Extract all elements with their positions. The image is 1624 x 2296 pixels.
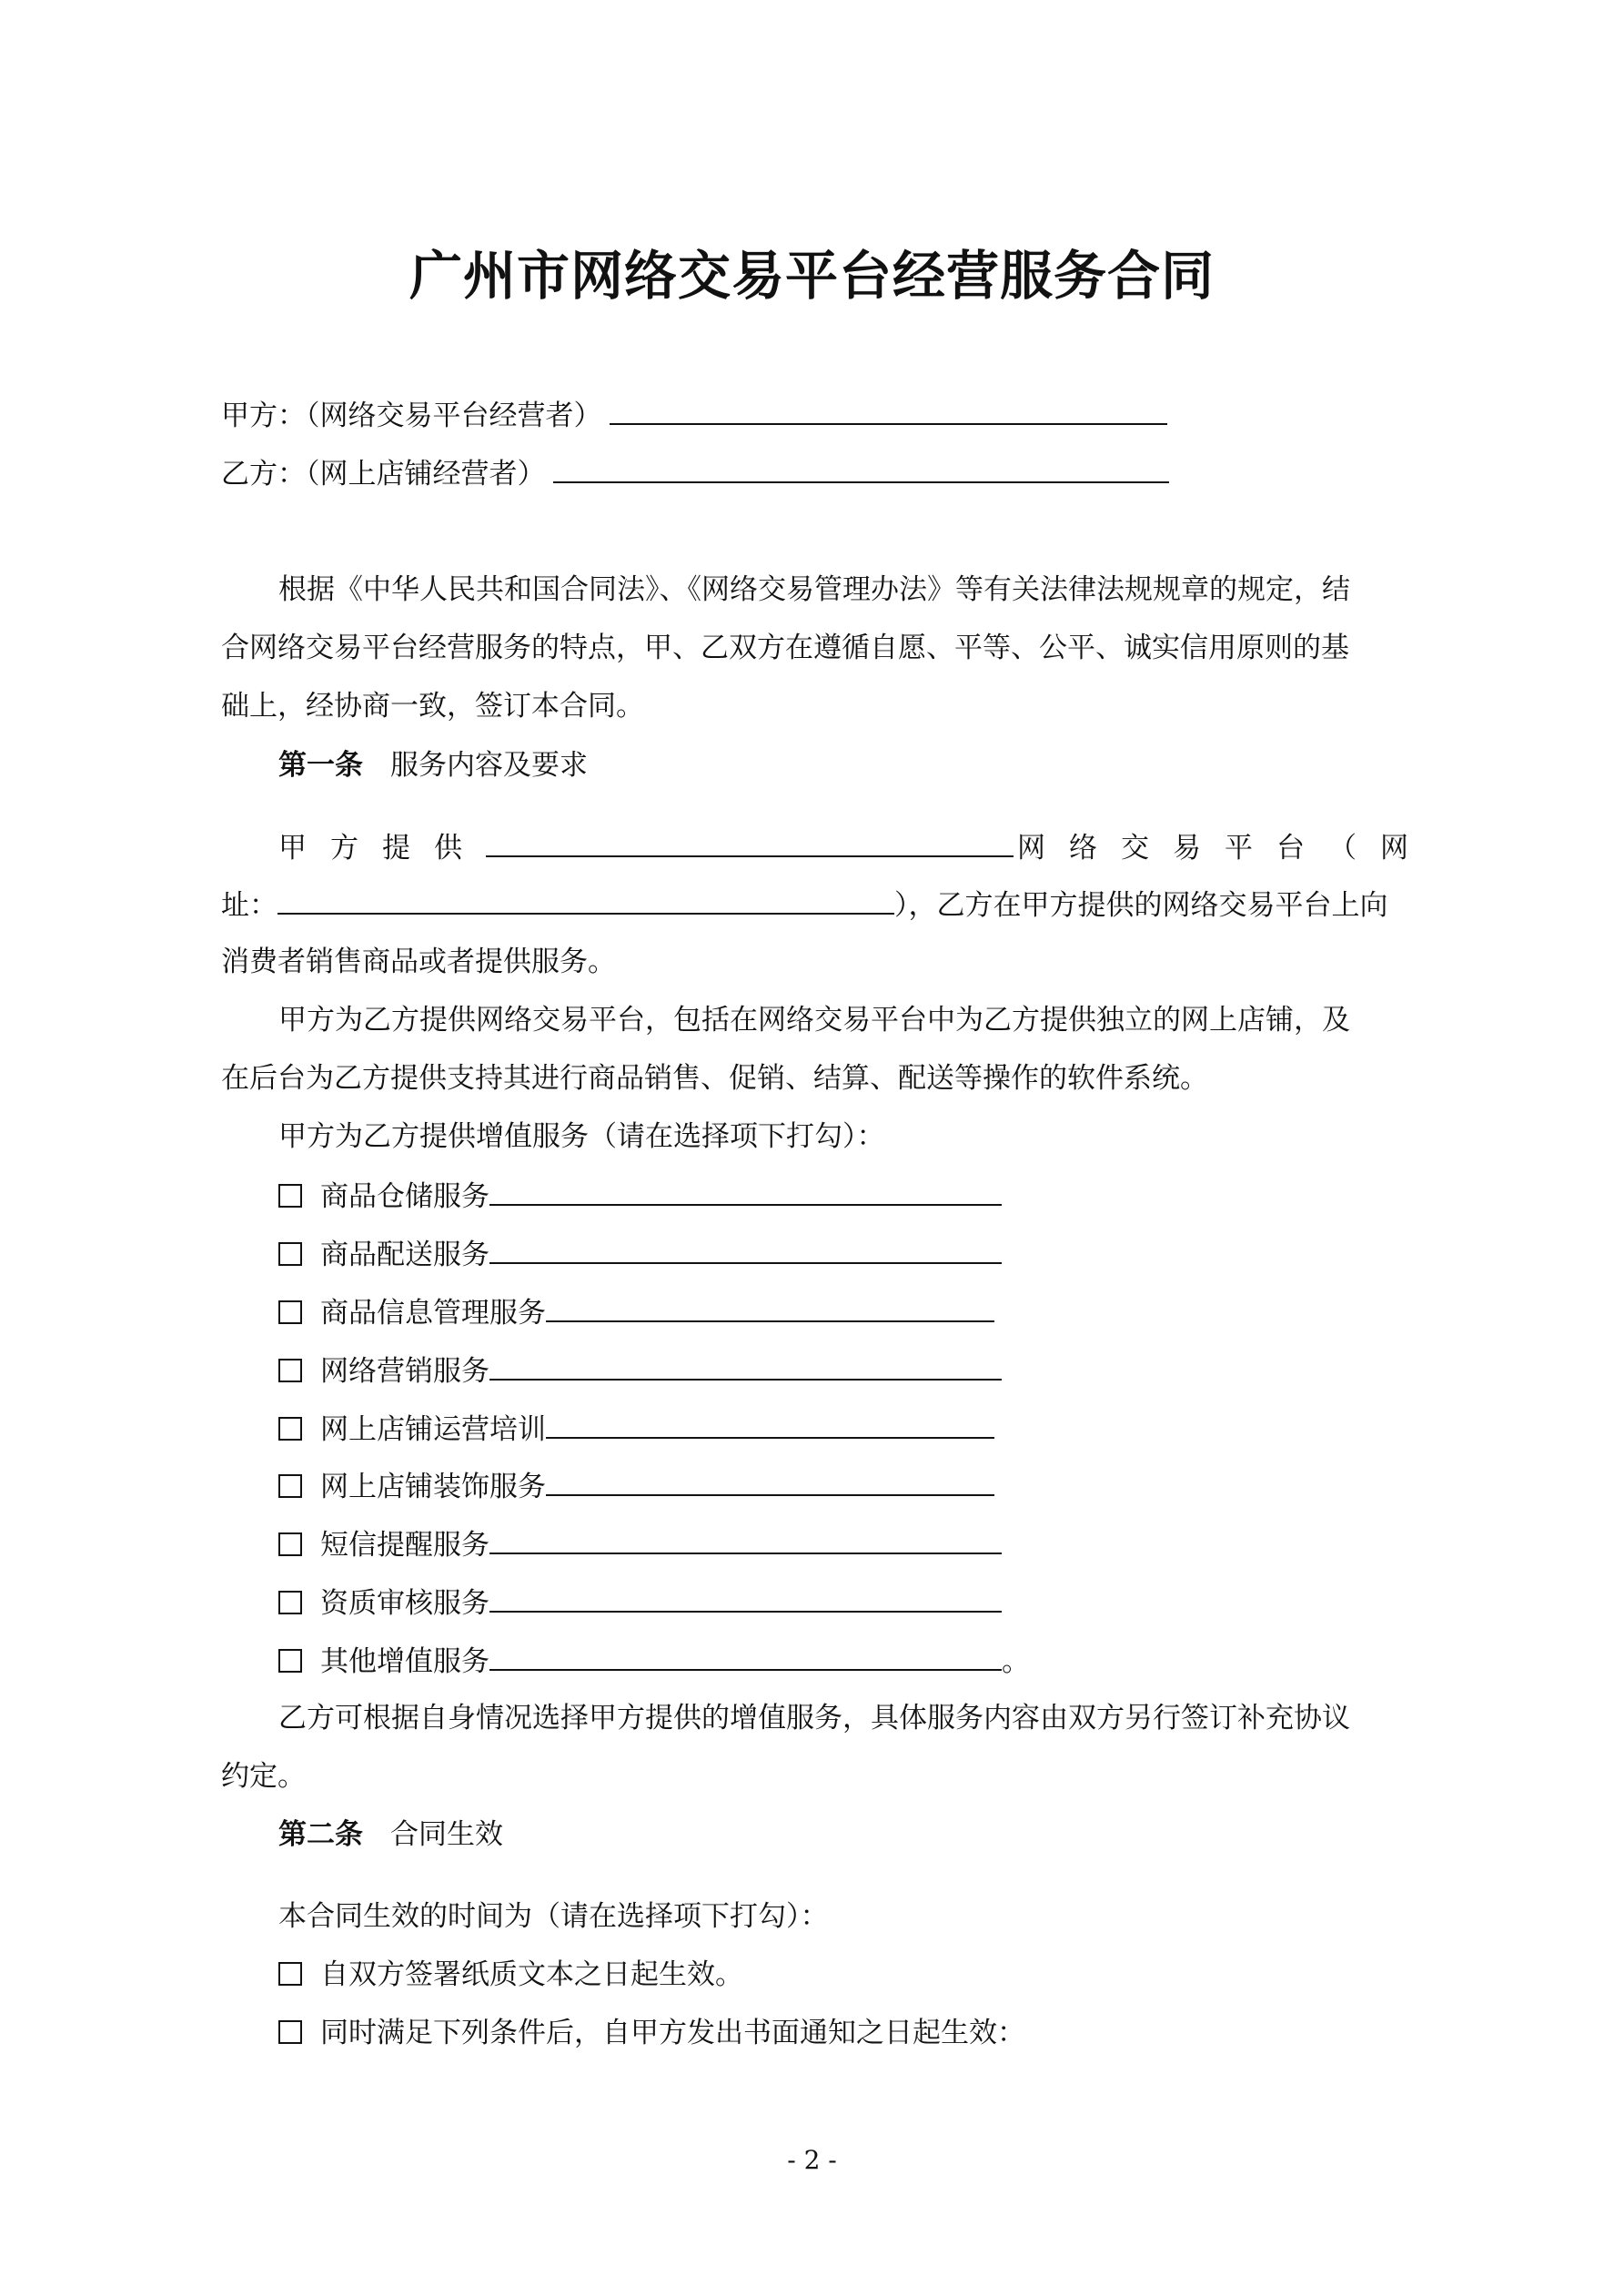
option-blank[interactable] xyxy=(546,1410,994,1439)
article-1-p4-line-2: 约定。 xyxy=(221,1760,306,1793)
article-2-p1: 本合同生效的时间为（请在选择项下打勾）： xyxy=(278,1900,829,1933)
article-1-url-label: 址： xyxy=(221,889,277,922)
checkbox[interactable] xyxy=(278,1359,302,1382)
party-b-blank[interactable] xyxy=(553,454,1169,483)
option-info-management xyxy=(278,1293,994,1331)
article-1-heading xyxy=(278,747,588,784)
option-label: 网上店铺运营培训 xyxy=(320,1413,546,1446)
checkbox[interactable] xyxy=(278,1417,302,1441)
page-number: - 2 - xyxy=(787,2145,837,2175)
checkbox[interactable] xyxy=(278,1242,302,1266)
article-2-number: 第二条 xyxy=(278,1818,363,1851)
option-blank[interactable] xyxy=(489,1583,1002,1613)
option-label: 网上店铺装饰服务 xyxy=(320,1471,546,1503)
option-sms-reminder xyxy=(278,1525,1002,1563)
option-end-mark: 。 xyxy=(1002,1645,1030,1678)
article-1-p2-line-2: 在后台为乙方提供支持其进行商品销售、促销、结算、配送等操作的软件系统。 xyxy=(221,1062,1208,1095)
option-label: 自双方签署纸质文本之日起生效。 xyxy=(320,1958,743,1991)
party-a-label: 甲方：（网络交易平台经营者） xyxy=(221,400,602,432)
option-label: 同时满足下列条件后，自甲方发出书面通知之日起生效： xyxy=(320,2017,1025,2049)
document-title: 广州市网络交易平台经营服务合同 xyxy=(409,245,1215,307)
party-a-line xyxy=(221,396,1167,434)
party-b-label: 乙方：（网上店铺经营者） xyxy=(221,458,546,491)
option-store-decoration xyxy=(278,1467,994,1505)
checkbox[interactable] xyxy=(278,1300,302,1324)
option-label: 商品信息管理服务 xyxy=(320,1297,546,1330)
option-blank[interactable] xyxy=(489,1235,1002,1264)
option-delivery xyxy=(278,1235,1002,1273)
checkbox[interactable] xyxy=(278,2020,302,2044)
option-blank[interactable] xyxy=(546,1293,994,1322)
option-label: 其他增值服务 xyxy=(320,1645,489,1678)
option-blank[interactable] xyxy=(489,1177,1002,1206)
checkbox[interactable] xyxy=(278,1532,302,1556)
article-1-p3: 甲方为乙方提供增值服务（请在选择项下打勾）： xyxy=(278,1120,885,1153)
option-label: 资质审核服务 xyxy=(320,1587,489,1620)
option-label: 商品仓储服务 xyxy=(320,1180,489,1213)
article-1-p1-line-1 xyxy=(278,828,1432,866)
option-label: 短信提醒服务 xyxy=(320,1529,489,1562)
article-1-provider-text: 甲方提供 xyxy=(278,832,486,865)
option-warehousing xyxy=(278,1177,1002,1215)
checkbox[interactable] xyxy=(278,1962,302,1986)
article-2-title: 合同生效 xyxy=(390,1818,503,1851)
preamble-line-3: 础上，经协商一致，签订本合同。 xyxy=(221,690,644,723)
option-qualification-review xyxy=(278,1583,1002,1622)
option-marketing xyxy=(278,1351,1002,1390)
article-1-p4-line-1: 乙方可根据自身情况选择甲方提供的增值服务，具体服务内容由双方另行签订补充协议 xyxy=(278,1702,1350,1735)
effective-option-conditions xyxy=(278,2015,1025,2051)
checkbox[interactable] xyxy=(278,1184,302,1208)
party-a-blank[interactable] xyxy=(610,396,1167,425)
article-1-number: 第一条 xyxy=(278,749,363,782)
preamble-line-2: 合网络交易平台经营服务的特点，甲、乙双方在遵循自愿、平等、公平、诚实信用原则的基 xyxy=(221,632,1349,664)
checkbox[interactable] xyxy=(278,1649,302,1673)
platform-url-blank[interactable] xyxy=(277,885,894,915)
article-1-p2-line-1: 甲方为乙方提供网络交易平台，包括在网络交易平台中为乙方提供独立的网上店铺，及 xyxy=(278,1004,1350,1037)
effective-option-signing xyxy=(278,1957,743,1993)
option-blank[interactable] xyxy=(489,1642,1002,1671)
article-1-title: 服务内容及要求 xyxy=(390,749,588,782)
article-1-platform-text: 网络交易平台（网 xyxy=(1017,832,1432,865)
option-blank[interactable] xyxy=(489,1525,1002,1554)
article-1-p1-line-3: 消费者销售商品或者提供服务。 xyxy=(221,946,616,978)
preamble-line-1: 根据《中华人民共和国合同法》、《网络交易管理办法》等有关法律法规规章的规定，结 xyxy=(278,573,1350,606)
article-1-p1-line-2 xyxy=(221,885,1388,924)
option-blank[interactable] xyxy=(489,1351,1002,1381)
article-1-url-tail: ），乙方在甲方提供的网络交易平台上向 xyxy=(894,889,1388,922)
checkbox[interactable] xyxy=(278,1474,302,1498)
checkbox[interactable] xyxy=(278,1591,302,1614)
article-2-heading xyxy=(278,1816,503,1853)
option-store-training xyxy=(278,1410,994,1448)
option-other xyxy=(278,1642,1030,1680)
party-b-line xyxy=(221,454,1169,492)
platform-name-blank[interactable] xyxy=(486,828,1014,857)
option-label: 商品配送服务 xyxy=(320,1239,489,1271)
option-label: 网络营销服务 xyxy=(320,1355,489,1388)
option-blank[interactable] xyxy=(546,1467,994,1496)
